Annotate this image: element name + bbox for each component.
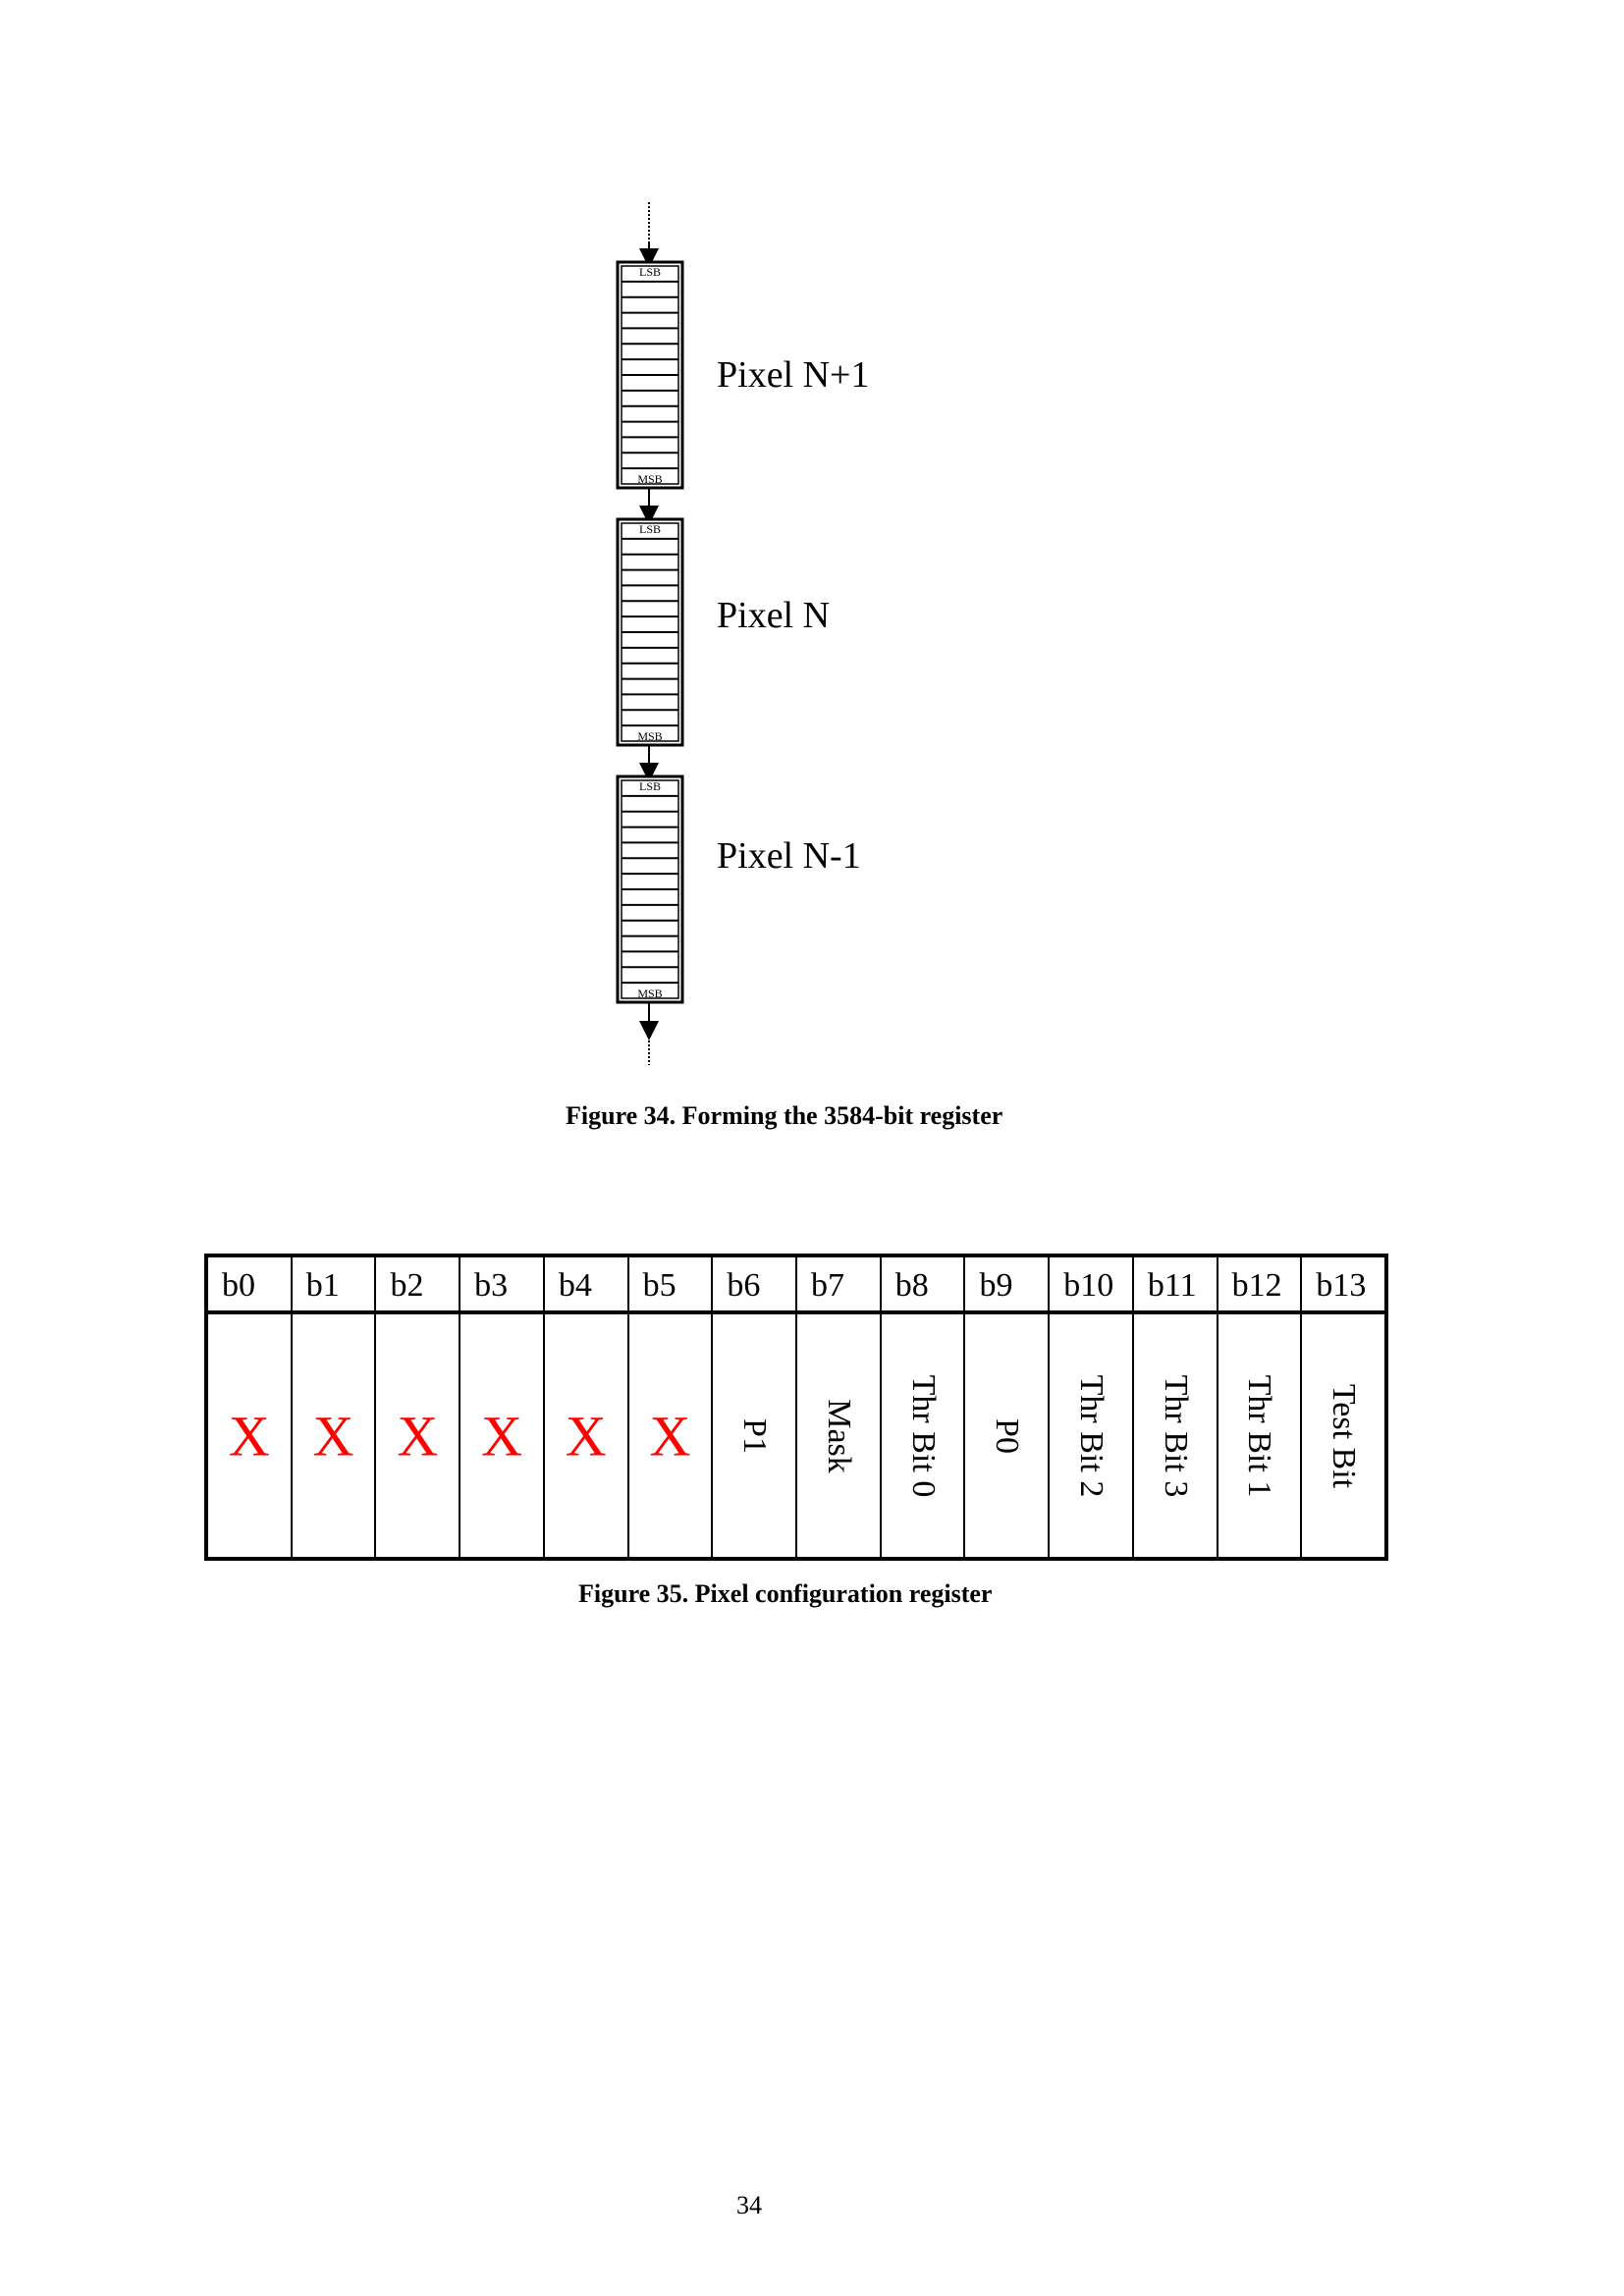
bit-field-name: Thr Bit 1 [1241, 1374, 1278, 1497]
register-column-b11 [1134, 1257, 1218, 1557]
register-column-b5 [629, 1257, 714, 1557]
msb-label: MSB [637, 987, 663, 1000]
bit-header: b10 [1050, 1257, 1132, 1314]
bit-field-cell [797, 1314, 880, 1557]
bit-header: b8 [882, 1257, 964, 1314]
bit-field-cell [1302, 1314, 1384, 1557]
bit-field-cell [293, 1314, 375, 1557]
bit-field-name: Mask [820, 1398, 857, 1473]
register-column-b13 [1302, 1257, 1384, 1557]
bit-field-cell [882, 1314, 964, 1557]
register-column-b3 [460, 1257, 545, 1557]
bit-field-name: Thr Bit 3 [1157, 1374, 1194, 1497]
bit-header: b2 [376, 1257, 459, 1314]
lsb-label: LSB [638, 522, 662, 536]
bit-field-cell [965, 1314, 1048, 1557]
bit-field-cell [629, 1314, 712, 1557]
register-column-b10 [1050, 1257, 1134, 1557]
bit-field-cell [1050, 1314, 1132, 1557]
bit-header: b5 [629, 1257, 712, 1314]
bit-header: b13 [1302, 1257, 1384, 1314]
bit-field-name: Thr Bit 0 [904, 1374, 942, 1497]
bit-header: b3 [460, 1257, 543, 1314]
bit-header: b7 [797, 1257, 880, 1314]
bit-field-cell [208, 1314, 291, 1557]
lsb-label: LSB [638, 265, 662, 279]
register-column-b7 [797, 1257, 882, 1557]
register-chain-diagram [0, 0, 1624, 1080]
bit-header: b0 [208, 1257, 291, 1314]
register-column-b0 [208, 1257, 293, 1557]
lsb-label: LSB [638, 779, 662, 793]
register-column-b9 [965, 1257, 1050, 1557]
register-column-b8 [882, 1257, 966, 1557]
bit-header: b12 [1218, 1257, 1301, 1314]
bit-field-cell [713, 1314, 795, 1557]
msb-label: MSB [637, 729, 663, 743]
bit-header: b1 [293, 1257, 375, 1314]
unused-bit-mark: X [312, 1404, 354, 1468]
figure-34-caption: Figure 34. Forming the 3584-bit register [566, 1101, 1003, 1130]
bit-field-cell [545, 1314, 627, 1557]
pixel-n-label: Pixel N [717, 595, 831, 636]
bit-field-cell [1218, 1314, 1301, 1557]
register-column-b2 [376, 1257, 460, 1557]
bit-field-name: P0 [989, 1417, 1026, 1454]
pixel-n-plus-1-label: Pixel N+1 [717, 354, 870, 396]
bit-header: b11 [1134, 1257, 1217, 1314]
bit-field-cell [1134, 1314, 1217, 1557]
pixel-n-minus-1-label: Pixel N-1 [717, 835, 861, 877]
bit-field-cell [376, 1314, 459, 1557]
register-column-b12 [1218, 1257, 1303, 1557]
unused-bit-mark: X [481, 1404, 522, 1468]
page-number: 34 [736, 2191, 762, 2219]
bit-header: b4 [545, 1257, 627, 1314]
register-pixel-n [618, 519, 682, 745]
bit-field-name: Test Bit [1326, 1383, 1363, 1488]
register-pixel-n-plus-1 [618, 262, 682, 488]
bit-header: b6 [713, 1257, 795, 1314]
msb-label: MSB [637, 472, 663, 486]
unused-bit-mark: X [397, 1404, 439, 1468]
register-pixel-n-minus-1 [618, 776, 682, 1002]
register-column-b4 [545, 1257, 629, 1557]
bit-header: b9 [965, 1257, 1048, 1314]
figure-35-caption: Figure 35. Pixel configuration register [578, 1579, 993, 1608]
unused-bit-mark: X [228, 1404, 270, 1468]
unused-bit-mark: X [565, 1404, 607, 1468]
pixel-configuration-register-table [204, 1254, 1388, 1561]
unused-bit-mark: X [649, 1404, 691, 1468]
bit-field-name: P1 [736, 1417, 774, 1454]
bit-field-cell [460, 1314, 543, 1557]
bit-field-name: Thr Bit 2 [1073, 1374, 1110, 1497]
register-column-b1 [293, 1257, 377, 1557]
register-column-b6 [713, 1257, 797, 1557]
